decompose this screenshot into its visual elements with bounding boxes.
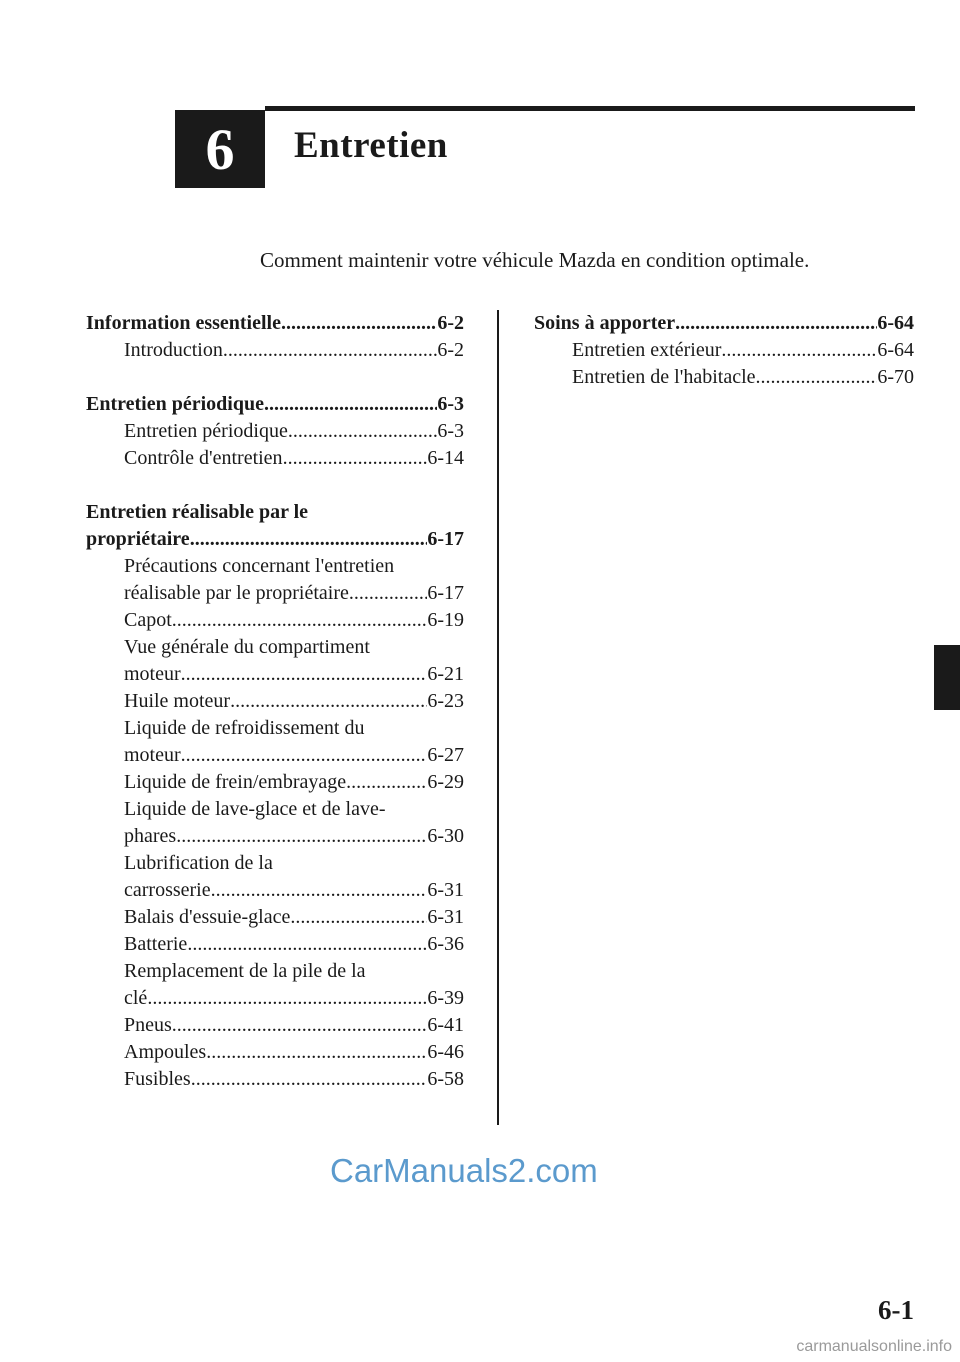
toc-section-heading[interactable]: Entretien périodique ..... 6-3 <box>86 391 464 418</box>
watermark-logo: CarManuals2.com <box>330 1152 598 1189</box>
chapter-title: Entretien <box>294 125 448 166</box>
column-divider <box>497 310 499 1125</box>
toc-entry[interactable]: Entretien de l'habitacle ..... 6-70 <box>534 364 914 391</box>
toc-entry[interactable]: Remplacement de la pile de la clé ..... 6-39 <box>86 958 464 1012</box>
toc-entry[interactable]: Contrôle d'entretien ..... 6-14 <box>86 445 464 472</box>
toc-entry[interactable]: Entretien extérieur ..... 6-64 <box>534 337 914 364</box>
toc-entry[interactable]: Introduction ..... 6-2 <box>86 337 464 364</box>
toc-entry[interactable]: Fusibles ..... 6-58 <box>86 1066 464 1093</box>
toc-entry[interactable]: Huile moteur ..... 6-23 <box>86 688 464 715</box>
header-rule <box>265 106 915 111</box>
chapter-subtitle: Comment maintenir votre véhicule Mazda en condition optimale. <box>260 248 810 272</box>
chapter-side-tab <box>934 645 960 710</box>
toc-section <box>86 310 464 364</box>
toc-right-column <box>534 310 914 391</box>
toc-entry[interactable]: Précautions concernant l'entretien réalisable par le propriétaire ..... 6-17 <box>86 553 464 607</box>
toc-section-heading[interactable]: Information essentielle ..... 6-2 <box>86 310 464 337</box>
chapter-number-box <box>175 110 265 188</box>
toc-entry[interactable]: Liquide de frein/embrayage ..... 6-29 <box>86 769 464 796</box>
toc-entry[interactable]: Liquide de lave-glace et de lave- phares ..... 6-30 <box>86 796 464 850</box>
toc-section <box>86 391 464 472</box>
toc-entry[interactable]: Balais d'essuie-glace ..... 6-31 <box>86 904 464 931</box>
toc-entry[interactable]: Pneus ..... 6-41 <box>86 1012 464 1039</box>
page-number: 6-1 <box>878 1295 914 1325</box>
toc-section <box>534 310 914 391</box>
toc-entry[interactable]: Entretien périodique ..... 6-3 <box>86 418 464 445</box>
toc-entry[interactable]: Vue générale du compartiment moteur ..... 6-21 <box>86 634 464 688</box>
toc-section-heading[interactable]: Entretien réalisable par le propriétaire ..... 6-17 <box>86 499 464 553</box>
toc-entry[interactable]: Ampoules ..... 6-46 <box>86 1039 464 1066</box>
toc-section <box>86 499 464 1093</box>
toc-entry[interactable]: Liquide de refroidissement du moteur ..... 6-27 <box>86 715 464 769</box>
footer-site-text: carmanualsonline.info <box>796 1338 952 1355</box>
chapter-number: 6 <box>205 116 235 182</box>
toc-left-column <box>86 310 464 1093</box>
toc-entry[interactable]: Batterie ..... 6-36 <box>86 931 464 958</box>
toc-entry[interactable]: Capot ..... 6-19 <box>86 607 464 634</box>
toc-entry[interactable]: Lubrification de la carrosserie ..... 6-31 <box>86 850 464 904</box>
toc-section-heading[interactable]: Soins à apporter ..... 6-64 <box>534 310 914 337</box>
